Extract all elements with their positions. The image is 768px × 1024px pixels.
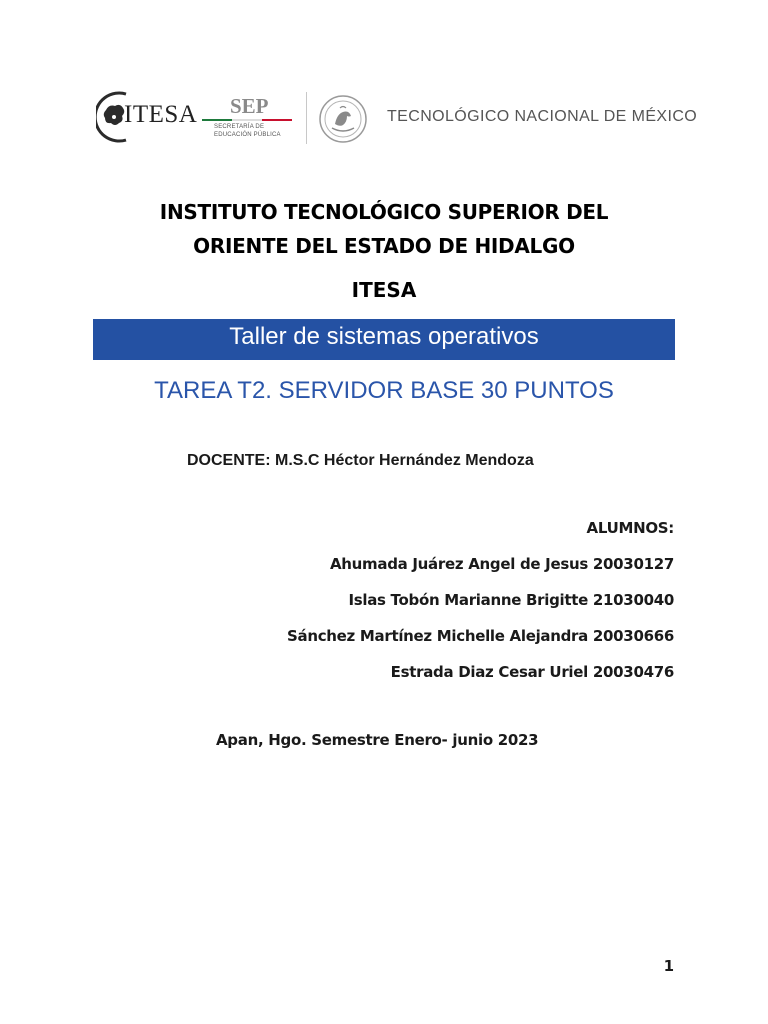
institution-title-line2: ORIENTE DEL ESTADO DE HIDALGO bbox=[193, 234, 575, 258]
institution-title bbox=[100, 195, 668, 263]
student-name: Sánchez Martínez Michelle Alejandra 20030666 bbox=[287, 627, 674, 645]
student-name: Islas Tobón Marianne Brigitte 21030040 bbox=[348, 591, 674, 609]
students-block bbox=[287, 518, 674, 698]
page-number: 1 bbox=[663, 957, 674, 975]
sep-wordmark: SEP bbox=[230, 94, 269, 118]
institution-acronym: ITESA bbox=[351, 278, 417, 302]
header-divider bbox=[306, 92, 307, 144]
sep-subtitle-line1: SECRETARÍA DE bbox=[214, 124, 265, 130]
itesa-logo bbox=[96, 88, 196, 146]
sep-logo bbox=[200, 96, 294, 142]
task-title: TAREA T2. SERVIDOR BASE 30 PUNTOS bbox=[154, 377, 614, 404]
student-name: Ahumada Juárez Angel de Jesus 20030127 bbox=[329, 555, 674, 573]
teacher-label: DOCENTE: bbox=[187, 452, 271, 469]
subject-banner bbox=[93, 319, 675, 360]
students-heading: ALUMNOS: bbox=[586, 519, 674, 537]
teacher-line bbox=[187, 452, 534, 470]
place-and-semester: Apan, Hgo. Semestre Enero- junio 2023 bbox=[216, 731, 539, 749]
teacher-name: M.S.C Héctor Hernández Mendoza bbox=[275, 452, 534, 469]
itesa-wordmark: ITESA bbox=[124, 101, 198, 128]
sep-tricolor-rule bbox=[202, 119, 292, 121]
sep-subtitle-line2: EDUCACIÓN PÚBLICA bbox=[214, 132, 281, 138]
mexico-seal-icon bbox=[318, 94, 368, 144]
institution-title-line1: INSTITUTO TECNOLÓGICO SUPERIOR DEL bbox=[159, 200, 609, 224]
tecnm-wordmark: TECNOLÓGICO NACIONAL DE MÉXICO bbox=[387, 108, 698, 125]
student-name: Estrada Diaz Cesar Uriel 20030476 bbox=[390, 663, 674, 681]
subject-title: Taller de sistemas operativos bbox=[229, 323, 539, 350]
